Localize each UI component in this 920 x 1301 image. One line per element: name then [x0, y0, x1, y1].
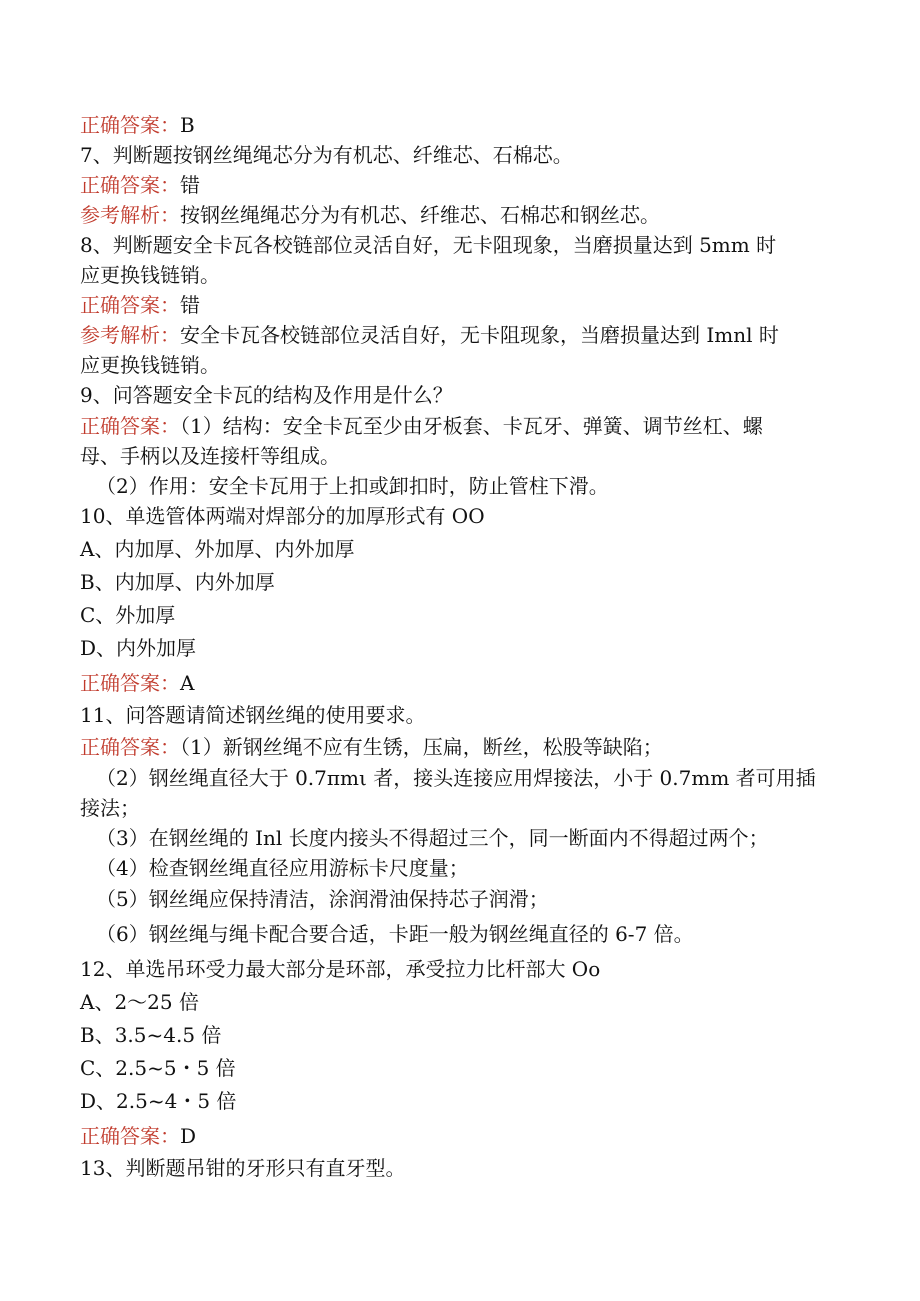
question-text: 7、判断题按钢丝绳绳芯分为有机芯、纤维芯、石棉芯。 [80, 143, 573, 167]
answer-value: 接法； [80, 796, 140, 820]
answer-line [96, 825, 769, 851]
answer-line [80, 112, 195, 138]
answer-value: （1）结构：安全卡瓦至少由牙板套、卡瓦牙、弹簧、调节丝杠、螺 [180, 414, 763, 438]
answer-label: 正确答案： [80, 173, 180, 197]
answer-line [80, 795, 140, 821]
option-line [80, 635, 196, 661]
answer-line [80, 443, 340, 469]
option-line [80, 602, 175, 628]
question-text: 应更换钱链销。 [80, 263, 220, 287]
option-text: B、3.5~4.5 倍 [80, 1023, 222, 1047]
option-text: C、2.5~5・5 倍 [80, 1056, 236, 1080]
analysis-text: 安全卡瓦各校链部位灵活自好，无卡阻现象，当磨损量达到 Imnl 时 [180, 323, 779, 347]
option-text: C、外加厚 [80, 603, 176, 627]
answer-value: （5）钢丝绳应保持清洁，涂润滑油保持芯子润滑； [96, 887, 549, 911]
option-line [80, 1022, 221, 1048]
answer-line [80, 292, 200, 318]
option-line [80, 1088, 236, 1114]
question-text: 12、单选吊环受力最大部分是环部，承受拉力比杆部大 Oo [80, 957, 601, 981]
question-line [80, 232, 776, 258]
answer-label: 正确答案： [80, 1124, 180, 1148]
analysis-line [80, 202, 660, 228]
question-line [80, 382, 453, 408]
question-text: 8、判断题安全卡瓦各校链部位灵活自好，无卡阻现象，当磨损量达到 5mm 时 [80, 233, 777, 257]
answer-line [80, 670, 194, 696]
question-text: 10、单选管体两端对焊部分的加厚形式有 OO [80, 504, 485, 528]
option-text: A、内加厚、外加厚、内外加厚 [80, 537, 355, 561]
answer-label: 正确答案： [80, 113, 180, 137]
answer-value: A [180, 671, 195, 695]
answer-value: 错 [180, 173, 200, 197]
question-line [80, 142, 573, 168]
answer-line [80, 413, 763, 439]
option-text: A、2～25 倍 [80, 990, 199, 1014]
option-line [80, 569, 275, 595]
answer-label: 正确答案： [80, 414, 180, 438]
answer-value: （3）在钢丝绳的 Inl 长度内接头不得超过三个，同一断面内不得超过两个； [96, 826, 769, 850]
answer-value: B [180, 113, 195, 137]
question-text: 9、问答题安全卡瓦的结构及作用是什么？ [80, 383, 453, 407]
answer-line [80, 172, 200, 198]
analysis-line [80, 322, 779, 348]
answer-line [96, 855, 469, 881]
answer-line [96, 473, 609, 499]
answer-label: 正确答案： [80, 293, 180, 317]
option-text: D、内外加厚 [80, 636, 197, 660]
question-line [80, 956, 600, 982]
question-line [80, 702, 425, 728]
option-line [80, 536, 354, 562]
answer-value: D [180, 1124, 197, 1148]
answer-line [96, 765, 816, 791]
answer-value: （1）新钢丝绳不应有生锈，压扁，断丝，松股等缺陷； [180, 735, 663, 759]
question-text: 11、问答题请简述钢丝绳的使用要求。 [80, 703, 426, 727]
question-line [80, 262, 220, 288]
answer-value: 母、手柄以及连接杆等组成。 [80, 444, 340, 468]
answer-value: （6）钢丝绳与绳卡配合要合适，卡距一般为钢丝绳直径的 6-7 倍。 [96, 922, 694, 946]
answer-value: 错 [180, 293, 200, 317]
answer-line [80, 734, 663, 760]
analysis-text: 按钢丝绳绳芯分为有机芯、纤维芯、石棉芯和钢丝芯。 [180, 203, 660, 227]
answer-value: （2）作用：安全卡瓦用于上扣或卸扣时，防止管柱下滑。 [96, 474, 609, 498]
question-line [80, 503, 485, 529]
analysis-label: 参考解析： [80, 323, 180, 347]
option-line [80, 989, 199, 1015]
question-line [80, 1155, 405, 1181]
answer-value: （2）钢丝绳直径大于 0.7πmι 者，接头连接应用焊接法，小于 0.7mm 者可用插 [96, 766, 816, 790]
option-text: D、2.5~4・5 倍 [80, 1089, 237, 1113]
answer-label: 正确答案： [80, 671, 180, 695]
question-text: 13、判断题吊钳的牙形只有直牙型。 [80, 1156, 406, 1180]
option-text: B、内加厚、内外加厚 [80, 570, 275, 594]
analysis-label: 参考解析： [80, 203, 180, 227]
answer-label: 正确答案： [80, 735, 180, 759]
answer-line [96, 921, 694, 947]
answer-value: （4）检查钢丝绳直径应用游标卡尺度量； [96, 856, 469, 880]
analysis-text: 应更换钱链销。 [80, 353, 220, 377]
answer-line [96, 886, 549, 912]
answer-line [80, 1123, 196, 1149]
analysis-line [80, 352, 220, 378]
option-line [80, 1055, 236, 1081]
